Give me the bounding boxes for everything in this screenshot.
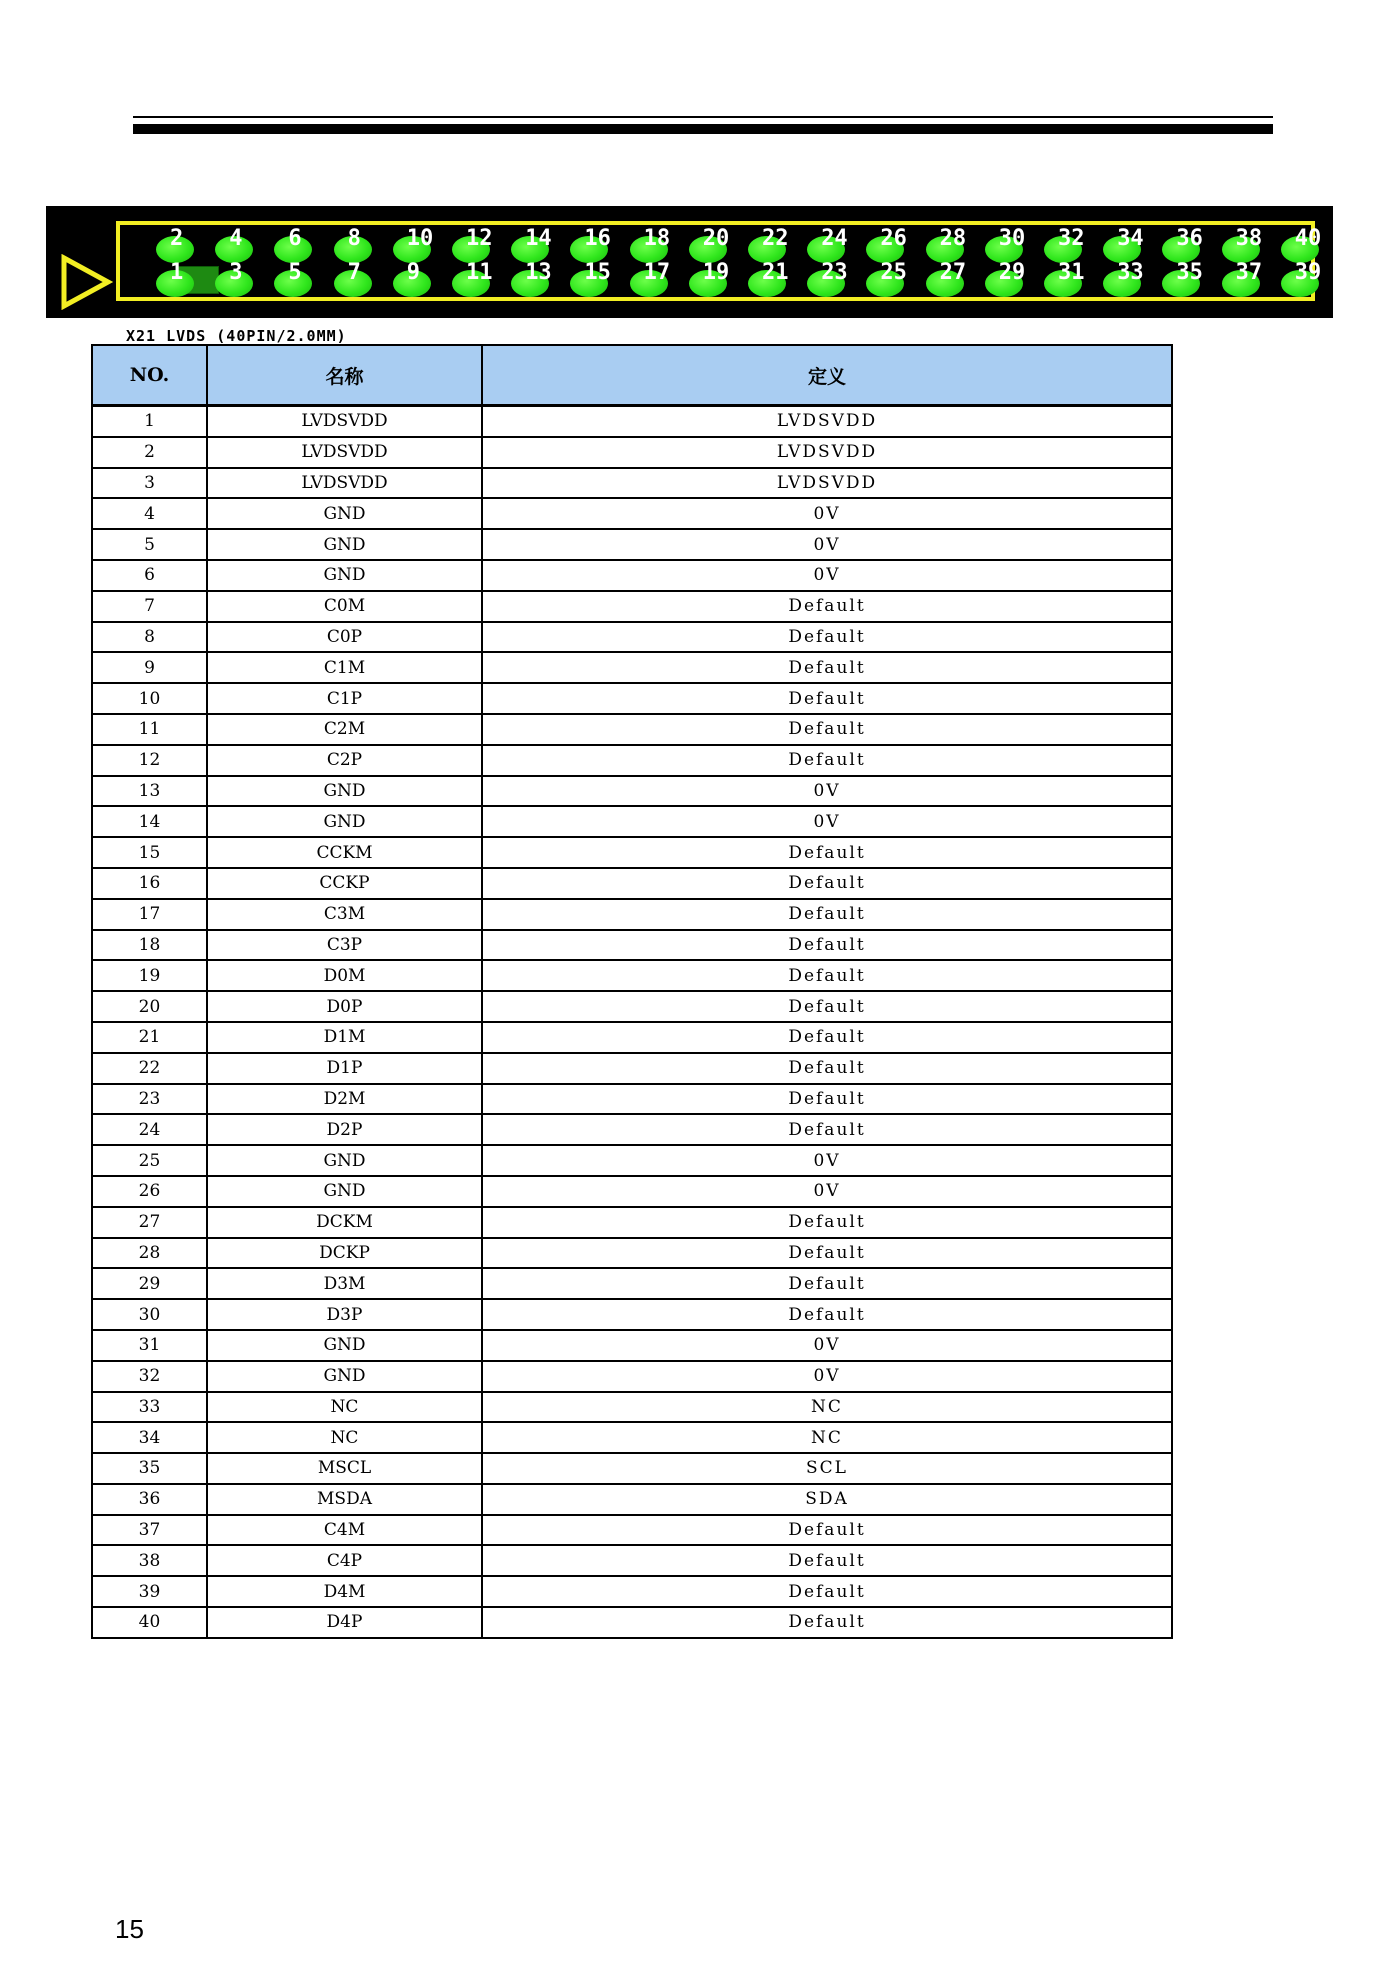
connector-diagram — [46, 206, 1333, 318]
table-row — [92, 560, 1172, 591]
pin-definition-cell: Default — [482, 837, 1172, 868]
pin-name-cell: D2M — [207, 1084, 482, 1115]
table-row — [92, 1392, 1172, 1423]
table-row — [92, 1330, 1172, 1361]
pin-name-cell: D1M — [207, 1022, 482, 1053]
connector-pin-label: 2 — [170, 226, 184, 251]
table-row — [92, 1607, 1172, 1638]
connector-pin-label: 7 — [347, 260, 361, 285]
connector-pin-label: 9 — [406, 260, 421, 285]
connector-pin-label: 16 — [584, 226, 611, 251]
connector-pin-label: 11 — [466, 260, 493, 285]
pin-number-cell: 25 — [92, 1145, 207, 1176]
connector-pin-label: 31 — [1058, 260, 1085, 285]
pin-name-cell: GND — [207, 806, 482, 837]
connector-pin-label: 36 — [1176, 226, 1203, 251]
pin-name-cell: C0M — [207, 591, 482, 622]
pin-number-cell: 34 — [92, 1422, 207, 1453]
pin-number-cell: 39 — [92, 1576, 207, 1607]
connector-pin-label: 21 — [762, 260, 789, 285]
table-row — [92, 1545, 1172, 1576]
pin-number-cell: 11 — [92, 714, 207, 745]
pin-number-cell: 5 — [92, 529, 207, 560]
connector-pin-label: 25 — [880, 260, 907, 285]
connector-pin-label: 35 — [1176, 260, 1203, 285]
pin-name-cell: NC — [207, 1422, 482, 1453]
pin-name-cell: C2P — [207, 745, 482, 776]
pin-number-cell: 1 — [92, 406, 207, 437]
pin-definition-cell: Default — [482, 1114, 1172, 1145]
pin-number-cell: 20 — [92, 991, 207, 1022]
pin-definition-cell: LVDSVDD — [482, 437, 1172, 468]
pin-name-cell: LVDSVDD — [207, 468, 482, 499]
table-row — [92, 1207, 1172, 1238]
table-row — [92, 960, 1172, 991]
header-no: NO. — [92, 345, 207, 406]
pin-number-cell: 4 — [92, 498, 207, 529]
pin-number-cell: 8 — [92, 622, 207, 653]
pin-name-cell: DCKM — [207, 1207, 482, 1238]
table-row — [92, 683, 1172, 714]
connector-pin-label: 8 — [347, 226, 361, 251]
pin-name-cell: D3M — [207, 1268, 482, 1299]
pin-number-cell: 26 — [92, 1176, 207, 1207]
table-row — [92, 1484, 1172, 1515]
header-rule-thick — [133, 124, 1273, 134]
connector-pin-label: 24 — [821, 226, 848, 251]
pin-number-cell: 12 — [92, 745, 207, 776]
table-row — [92, 991, 1172, 1022]
pin-definition-cell: 0V — [482, 1361, 1172, 1392]
pin-definition-cell: Default — [482, 1022, 1172, 1053]
pin-number-cell: 28 — [92, 1238, 207, 1269]
pin-definition-cell: Default — [482, 622, 1172, 653]
pin-name-cell: GND — [207, 529, 482, 560]
table-row — [92, 1145, 1172, 1176]
connector-pin-label: 15 — [584, 260, 611, 285]
connector-pin-label: 32 — [1058, 226, 1085, 251]
pin1-arrow-icon — [60, 254, 114, 310]
pin-name-cell: D4M — [207, 1576, 482, 1607]
pin-number-cell: 38 — [92, 1545, 207, 1576]
pin-number-cell: 2 — [92, 437, 207, 468]
pin-definition-cell: Default — [482, 714, 1172, 745]
pin-definition-cell: Default — [482, 1053, 1172, 1084]
table-row — [92, 1515, 1172, 1546]
pin-number-cell: 16 — [92, 868, 207, 899]
header-definition: 定义 — [482, 345, 1172, 406]
pin-definition-cell: 0V — [482, 498, 1172, 529]
connector-pin-label: 37 — [1235, 260, 1263, 285]
pin-definition-cell: Default — [482, 1207, 1172, 1238]
pin-number-cell: 29 — [92, 1268, 207, 1299]
connector-pin-label: 19 — [702, 260, 730, 285]
pin-number-cell: 37 — [92, 1515, 207, 1546]
pin-name-cell: CCKP — [207, 868, 482, 899]
pin-number-cell: 30 — [92, 1299, 207, 1330]
pin-number-cell: 35 — [92, 1453, 207, 1484]
pin-definition-cell: NC — [482, 1422, 1172, 1453]
table-row — [92, 714, 1172, 745]
pin-number-cell: 6 — [92, 560, 207, 591]
pin-number-cell: 31 — [92, 1330, 207, 1361]
pin-number-cell: 9 — [92, 652, 207, 683]
pin-number-cell: 19 — [92, 960, 207, 991]
table-row — [92, 437, 1172, 468]
pin-definition-cell: 0V — [482, 806, 1172, 837]
pin-name-cell: GND — [207, 560, 482, 591]
table-row — [92, 837, 1172, 868]
pin-number-cell: 40 — [92, 1607, 207, 1638]
table-row — [92, 406, 1172, 437]
pin-number-cell: 33 — [92, 1392, 207, 1423]
pin-name-cell: C1M — [207, 652, 482, 683]
pin-definition-cell: Default — [482, 868, 1172, 899]
pin-number-cell: 18 — [92, 930, 207, 961]
connector-pin-label: 17 — [643, 260, 671, 285]
pin-definition-cell: 0V — [482, 1145, 1172, 1176]
table-row — [92, 591, 1172, 622]
pin-name-cell: NC — [207, 1392, 482, 1423]
pin-name-cell: C3P — [207, 930, 482, 961]
pin-number-cell: 36 — [92, 1484, 207, 1515]
pin-definition-cell: Default — [482, 1268, 1172, 1299]
table-row — [92, 868, 1172, 899]
pin-name-cell: C1P — [207, 683, 482, 714]
pin-number-cell: 15 — [92, 837, 207, 868]
pin-definition-cell: 0V — [482, 1176, 1172, 1207]
connector-pin-label: 1 — [170, 260, 184, 285]
connector-pin-label: 5 — [288, 260, 302, 285]
pin-name-cell: D0M — [207, 960, 482, 991]
table-row — [92, 498, 1172, 529]
pin-definition-cell: Default — [482, 1576, 1172, 1607]
table-row — [92, 1238, 1172, 1269]
pin-number-cell: 21 — [92, 1022, 207, 1053]
connector-pin-label: 20 — [702, 226, 730, 251]
connector-pin-label: 26 — [880, 226, 907, 251]
table-header-row — [92, 345, 1172, 406]
table-row — [92, 1576, 1172, 1607]
pin-name-cell: GND — [207, 776, 482, 807]
pin-name-cell: GND — [207, 1176, 482, 1207]
table-row — [92, 1053, 1172, 1084]
pin-name-cell: C2M — [207, 714, 482, 745]
connector-pin-label: 28 — [939, 226, 967, 251]
pin-number-cell: 17 — [92, 899, 207, 930]
pin-name-cell: D3P — [207, 1299, 482, 1330]
pin-definition-cell: Default — [482, 1515, 1172, 1546]
pin-name-cell: C0P — [207, 622, 482, 653]
pin-definition-cell: Default — [482, 591, 1172, 622]
pin-definition-cell: Default — [482, 1545, 1172, 1576]
pin-name-cell: MSCL — [207, 1453, 482, 1484]
pin-number-cell: 7 — [92, 591, 207, 622]
table-row — [92, 1176, 1172, 1207]
pin-name-cell: GND — [207, 1361, 482, 1392]
pin-name-cell: GND — [207, 498, 482, 529]
pin-number-cell: 24 — [92, 1114, 207, 1145]
table-row — [92, 930, 1172, 961]
pin-name-cell: DCKP — [207, 1238, 482, 1269]
pin-name-cell: GND — [207, 1330, 482, 1361]
pin-name-cell: C3M — [207, 899, 482, 930]
pin-name-cell: LVDSVDD — [207, 437, 482, 468]
pin-name-cell: GND — [207, 1145, 482, 1176]
pin-definition-cell: Default — [482, 1238, 1172, 1269]
connector-pin-label: 3 — [229, 260, 243, 285]
pin-number-cell: 22 — [92, 1053, 207, 1084]
table-row — [92, 1361, 1172, 1392]
pin-definition-cell: SDA — [482, 1484, 1172, 1515]
pin-number-cell: 14 — [92, 806, 207, 837]
connector-pin-label: 23 — [821, 260, 848, 285]
table-row — [92, 529, 1172, 560]
connector-pin-label: 10 — [406, 226, 434, 251]
table-row — [92, 1299, 1172, 1330]
connector-pin-label: 29 — [998, 260, 1026, 285]
pin-definition-cell: Default — [482, 1607, 1172, 1638]
pin-definition-cell: SCL — [482, 1453, 1172, 1484]
pin-number-cell: 3 — [92, 468, 207, 499]
pin-definition-cell: Default — [482, 1299, 1172, 1330]
connector-pin-label: 13 — [525, 260, 552, 285]
connector-pin-label: 40 — [1294, 226, 1322, 251]
table-row — [92, 776, 1172, 807]
pin-name-cell: LVDSVDD — [207, 406, 482, 437]
pin-name-cell: MSDA — [207, 1484, 482, 1515]
pin-definition-cell: Default — [482, 683, 1172, 714]
table-row — [92, 468, 1172, 499]
table-row — [92, 622, 1172, 653]
table-row — [92, 1268, 1172, 1299]
pin-definition-cell: 0V — [482, 529, 1172, 560]
pin-definition-cell: 0V — [482, 560, 1172, 591]
connector-pin-label: 27 — [939, 260, 967, 285]
pin-name-cell: D1P — [207, 1053, 482, 1084]
pin-definition-cell: Default — [482, 652, 1172, 683]
pin-name-cell: CCKM — [207, 837, 482, 868]
pin-number-cell: 32 — [92, 1361, 207, 1392]
pin-definition-cell: 0V — [482, 1330, 1172, 1361]
pin-definition-cell: NC — [482, 1392, 1172, 1423]
connector-pin-label: 22 — [762, 226, 789, 251]
table-row — [92, 1084, 1172, 1115]
pin-definition-cell: 0V — [482, 776, 1172, 807]
connector-pin-label: 6 — [288, 226, 302, 251]
page-number: 15 — [115, 1914, 144, 1944]
connector-pin-label: 14 — [525, 226, 552, 251]
pin-name-cell: D2P — [207, 1114, 482, 1145]
pin-definition-cell: Default — [482, 899, 1172, 930]
header-rule-thin — [133, 116, 1273, 118]
table-row — [92, 652, 1172, 683]
pin-definition-cell: Default — [482, 1084, 1172, 1115]
pin-definition-table — [91, 344, 1173, 1639]
pin-definition-cell: Default — [482, 745, 1172, 776]
pin-name-cell: D0P — [207, 991, 482, 1022]
connector-pin-label: 30 — [998, 226, 1026, 251]
connector-pin-label: 18 — [643, 226, 671, 251]
pin-definition-cell: LVDSVDD — [482, 406, 1172, 437]
pin-number-cell: 13 — [92, 776, 207, 807]
connector-caption: X21 LVDS (40PIN/2.0MM) — [126, 327, 347, 345]
connector-pin-label: 34 — [1117, 226, 1144, 251]
table-row — [92, 1022, 1172, 1053]
table-row — [92, 745, 1172, 776]
pin-definition-cell: LVDSVDD — [482, 468, 1172, 499]
connector-pin-label: 38 — [1235, 226, 1263, 251]
table-row — [92, 806, 1172, 837]
table-row — [92, 1453, 1172, 1484]
pin-number-cell: 23 — [92, 1084, 207, 1115]
connector-pin-label: 39 — [1294, 260, 1322, 285]
table-row — [92, 1114, 1172, 1145]
pin-definition-cell: Default — [482, 991, 1172, 1022]
pin-name-cell: C4M — [207, 1515, 482, 1546]
pin-definition-cell: Default — [482, 930, 1172, 961]
connector-pin-label: 33 — [1117, 260, 1144, 285]
pin-name-cell: D4P — [207, 1607, 482, 1638]
pin-name-cell: C4P — [207, 1545, 482, 1576]
header-name: 名称 — [207, 345, 482, 406]
pin-definition-cell: Default — [482, 960, 1172, 991]
pin-number-cell: 10 — [92, 683, 207, 714]
table-row — [92, 1422, 1172, 1453]
table-row — [92, 899, 1172, 930]
connector-pin-label: 4 — [229, 226, 243, 251]
connector-pin-label: 12 — [466, 226, 493, 251]
pin-number-cell: 27 — [92, 1207, 207, 1238]
